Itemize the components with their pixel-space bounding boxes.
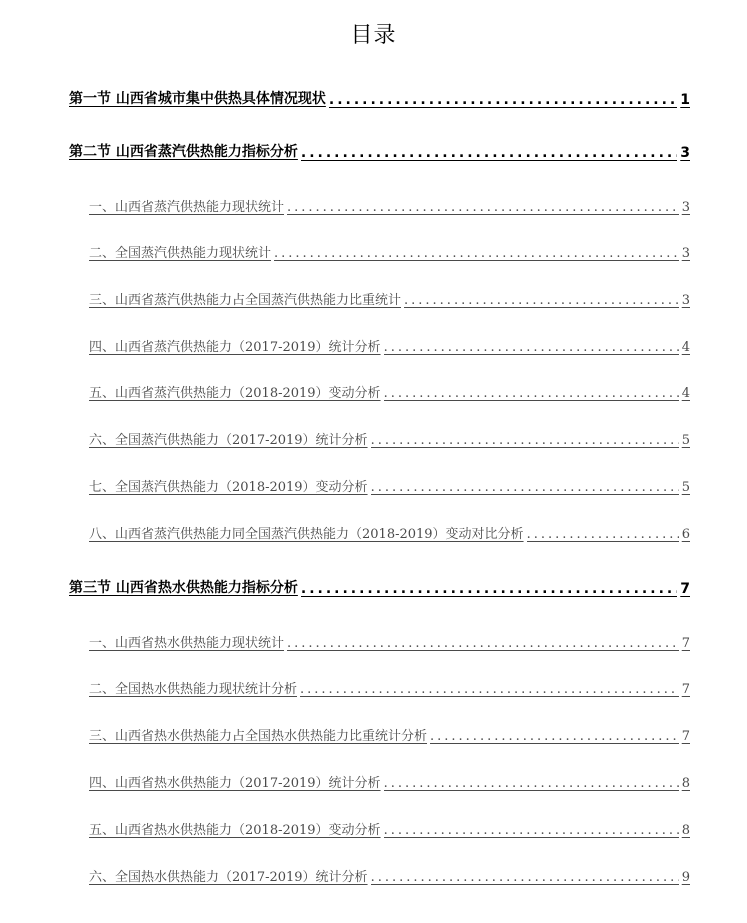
- toc-page-number: 1: [680, 92, 690, 108]
- toc-entry-text: 一、山西省热水供热能力现状统计: [89, 636, 285, 651]
- toc-page-number: 3: [681, 293, 690, 308]
- toc-leader-dots: [274, 246, 679, 261]
- toc-page-number: 8: [681, 776, 690, 791]
- toc-subsection-2-6[interactable]: [89, 429, 690, 448]
- toc-page-number: 5: [681, 480, 690, 495]
- toc-page-number: 3: [681, 246, 690, 261]
- toc-section-2[interactable]: [69, 141, 690, 161]
- toc-leader-dots: [371, 870, 679, 885]
- toc-leader-dots: [301, 581, 677, 597]
- toc-title: 目录: [350, 23, 397, 48]
- toc-subsection-3-3[interactable]: [89, 725, 690, 744]
- toc-entry-text: 一、山西省蒸汽供热能力现状统计: [89, 200, 285, 215]
- toc-entry-text: 第一节 山西省城市集中供热具体情况现状: [69, 91, 326, 107]
- toc-page-number: 9: [681, 870, 690, 885]
- toc-leader-dots: [301, 145, 677, 161]
- toc-entry-text: 六、全国蒸汽供热能力（2017-2019）统计分析: [89, 433, 368, 448]
- toc-page-number: 7: [681, 682, 690, 697]
- toc-leader-dots: [384, 776, 679, 791]
- toc-page-number: 3: [680, 145, 690, 161]
- toc-leader-dots: [329, 92, 677, 108]
- toc-entry-text: 二、全国热水供热能力现状统计分析: [89, 682, 298, 697]
- toc-page-number: 4: [681, 340, 690, 355]
- toc-section-3[interactable]: [69, 577, 690, 597]
- toc-subsection-2-3[interactable]: [89, 289, 690, 308]
- toc-entry-text: 四、山西省蒸汽供热能力（2017-2019）统计分析: [89, 340, 381, 355]
- toc-subsection-3-2[interactable]: [89, 678, 690, 697]
- toc-entry-text: 四、山西省热水供热能力（2017-2019）统计分析: [89, 776, 381, 791]
- toc-leader-dots: [287, 636, 679, 651]
- toc-subsection-2-1[interactable]: [89, 196, 690, 215]
- toc-subsection-2-4[interactable]: [89, 336, 690, 355]
- toc-section-1[interactable]: [69, 88, 690, 108]
- toc-page-number: 7: [680, 581, 690, 597]
- toc-entry-text: 三、山西省蒸汽供热能力占全国蒸汽供热能力比重统计: [89, 293, 402, 308]
- toc-leader-dots: [384, 386, 679, 401]
- toc-leader-dots: [371, 480, 679, 495]
- toc-page-number: 3: [681, 200, 690, 215]
- toc-subsection-2-7[interactable]: [89, 476, 690, 495]
- toc-page-number: 7: [681, 636, 690, 651]
- toc-entry-text: 二、全国蒸汽供热能力现状统计: [89, 246, 272, 261]
- toc-leader-dots: [384, 823, 679, 838]
- toc-entry-text: 五、山西省热水供热能力（2018-2019）变动分析: [89, 823, 381, 838]
- toc-leader-dots: [527, 527, 679, 542]
- toc-leader-dots: [300, 682, 679, 697]
- toc-entry-text: 六、全国热水供热能力（2017-2019）统计分析: [89, 870, 368, 885]
- toc-leader-dots: [287, 200, 679, 215]
- toc-subsection-3-1[interactable]: [89, 632, 690, 651]
- toc-entry-text: 第三节 山西省热水供热能力指标分析: [69, 580, 298, 596]
- toc-page-number: 5: [681, 433, 690, 448]
- toc-entry-text: 三、山西省热水供热能力占全国热水供热能力比重统计分析: [89, 729, 428, 744]
- toc-leader-dots: [384, 340, 679, 355]
- toc-page-number: 4: [681, 386, 690, 401]
- toc-leader-dots: [430, 729, 679, 744]
- toc-page-number: 7: [681, 729, 690, 744]
- toc-subsection-3-5[interactable]: [89, 819, 690, 838]
- toc-leader-dots: [371, 433, 679, 448]
- toc-page-number: 8: [681, 823, 690, 838]
- toc-subsection-3-4[interactable]: [89, 772, 690, 791]
- toc-page-number: 6: [681, 527, 690, 542]
- toc-entry-text: 七、全国蒸汽供热能力（2018-2019）变动分析: [89, 480, 368, 495]
- toc-entry-text: 第二节 山西省蒸汽供热能力指标分析: [69, 144, 298, 160]
- toc-entry-text: 八、山西省蒸汽供热能力同全国蒸汽供热能力（2018-2019）变动对比分析: [89, 527, 524, 542]
- toc-leader-dots: [404, 293, 679, 308]
- toc-subsection-3-6[interactable]: [89, 866, 690, 885]
- toc-entry-text: 五、山西省蒸汽供热能力（2018-2019）变动分析: [89, 386, 381, 401]
- toc-subsection-2-8[interactable]: [89, 523, 690, 542]
- toc-subsection-2-2[interactable]: [89, 242, 690, 261]
- toc-subsection-2-5[interactable]: [89, 382, 690, 401]
